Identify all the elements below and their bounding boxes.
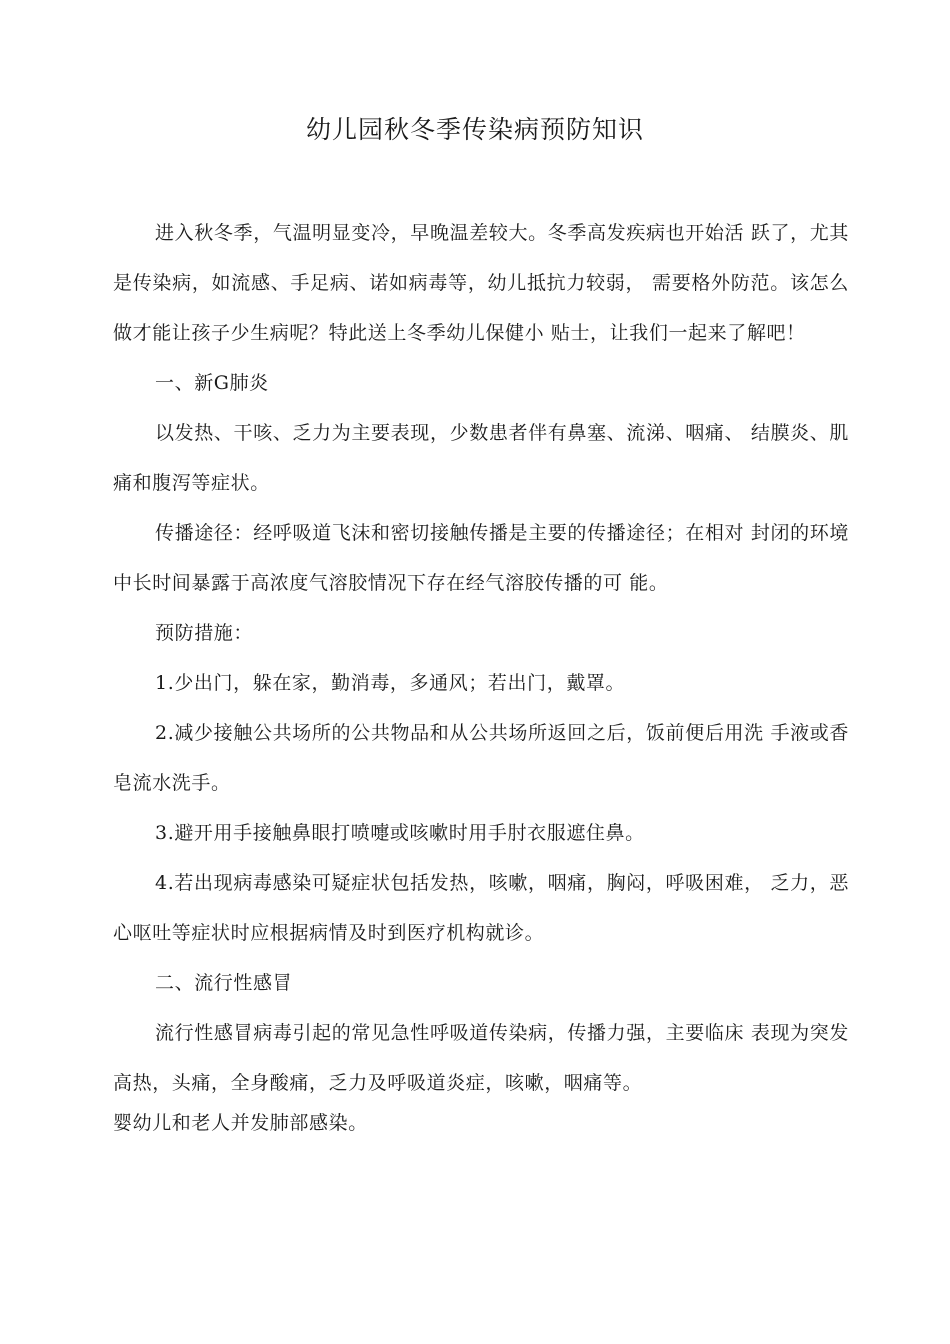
flu-complications-line: 婴幼儿和老人并发肺部感染。 [113,1112,368,1134]
covid-symptoms-paragraph: 以发热、干咳、乏力为主要表现，少数患者伴有鼻塞、流涕、咽痛、 结膜炎、肌痛和腹泻等症状。 [113,422,849,494]
flu-description-paragraph: 流行性感冒病毒引起的常见急性呼吸道传染病，传播力强，主要临床 表现为突发高热，头痛，全身酸痛，乏力及呼吸道炎症，咳嗽，咽痛等。 [113,1022,849,1094]
prevention-item-4: 4.若出现病毒感染可疑症状包括发热，咳嗽，咽痛，胸闷，呼吸困难， 乏力，恶心呕吐等症状时应根据病情及时到医疗机构就诊。 [113,872,849,944]
document-title: 幼儿园秋冬季传染病预防知识 [305,115,644,144]
prevention-heading: 预防措施： [155,622,254,644]
prevention-item-2: 2.减少接触公共场所的公共物品和从公共场所返回之后，饭前便后用洗 手液或香皂流水洗手。 [113,722,849,794]
document-body [113,208,849,1138]
covid-transmission-paragraph: 传播途径：经呼吸道飞沫和密切接触传播是主要的传播途径；在相对 封闭的环境中长时间暴露于高浓度气溶胶情况下存在经气溶胶传播的可 能。 [113,522,849,594]
prevention-item-1: 1.少出门，躲在家，勤消毒，多通风；若出门，戴罩。 [155,672,626,694]
prevention-item-3: 3.避开用手接触鼻眼打喷嚏或咳嗽时用手肘衣服遮住鼻。 [155,822,645,844]
section-heading-covid: 一、新G肺炎 [155,372,269,394]
section-heading-flu: 二、流行性感冒 [155,972,293,994]
intro-paragraph: 进入秋冬季，气温明显变冷，早晚温差较大。冬季高发疾病也开始活 跃了，尤其是传染病，如流感、手足病、诺如病毒等，幼儿抵抗力较弱， 需要格外防范。该怎么做才能让孩子少生病呢？特此送上冬季幼儿保健小 贴士，让我们一起来了解吧！ [113,222,849,344]
